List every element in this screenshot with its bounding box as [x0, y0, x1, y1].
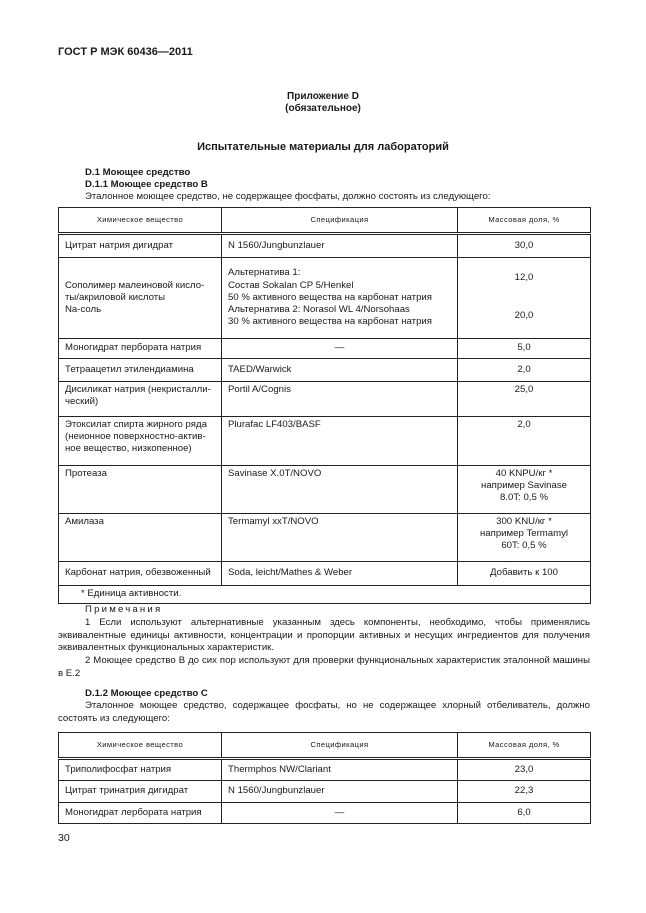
- document-id: ГОСТ Р МЭК 60436—2011: [58, 46, 193, 58]
- cell-substance: Цитрат натрия дигидрат: [59, 234, 222, 258]
- note-2: 2 Моющее средство B до сих пор используют для проверки функциональных характеристик эталонной машины в E.2: [58, 655, 590, 679]
- cell-spec: Portil A/Cognis: [222, 382, 458, 417]
- cell-substance: Цитрат тринатрия дигидрат: [59, 781, 222, 803]
- table-row: [59, 562, 591, 586]
- cell-mass: 2,0: [458, 417, 591, 466]
- cell-spec: N 1560/Jungbunzlauer: [222, 234, 458, 258]
- cell-mass: Добавить к 100: [458, 562, 591, 586]
- column-header: Химическое вещество: [59, 733, 222, 759]
- table-detergent-b: [58, 207, 591, 604]
- cell-spec: Plurafac LF403/BASF: [222, 417, 458, 466]
- cell-substance: Дисиликат натрия (некристалли- ческий): [59, 382, 222, 417]
- cell-substance: Тетраацетил этилендиамина: [59, 359, 222, 382]
- heading-d1: D.1 Моющее средство: [85, 167, 191, 178]
- appendix-subtitle: (обязательное): [285, 103, 361, 114]
- cell-substance: Этоксилат спирта жирного ряда (неионное поверхностно-актив- ное вещество, низкопенное): [59, 417, 222, 466]
- cell-spec: Termamyl xxT/NOVO: [222, 514, 458, 562]
- cell-spec: Soda, leicht/Mathes & Weber: [222, 562, 458, 586]
- appendix-title: Приложение D: [287, 91, 359, 102]
- mass-alt-1: 12,0: [514, 272, 534, 283]
- cell-spec: Альтернатива 1: Состав Sokalan CP 5/Henkel 50 % активного вещества на карбонат натрия Альтернатива 2: Norasol WL 4/Norsohaas 30 % активного вещества на карбонат натрия: [222, 258, 458, 339]
- table-row: [59, 466, 591, 514]
- table-footnote-row: [59, 586, 591, 604]
- table-row: [59, 258, 591, 339]
- intro-d11: Эталонное моющее средство, не содержащее фосфаты, должно состоять из следующего:: [85, 191, 491, 202]
- table-row: [59, 234, 591, 258]
- cell-substance: Моногидрат пербората натрия: [59, 339, 222, 359]
- mass-alt-2: 20,0: [514, 310, 534, 322]
- notes-title: Примечания: [85, 604, 163, 615]
- cell-mass: 25,0: [458, 382, 591, 417]
- cell-spec: N 1560/Jungbunzlauer: [222, 781, 458, 803]
- table-row: [59, 759, 591, 781]
- cell-mass: 2,0: [458, 359, 591, 382]
- column-header: Массовая доля, %: [458, 733, 591, 759]
- cell-spec: Thermphos NW/Clariant: [222, 759, 458, 781]
- cell-spec: TAED/Warwick: [222, 359, 458, 382]
- table-row: [59, 359, 591, 382]
- cell-substance: Моногидрат лербората натрия: [59, 803, 222, 824]
- cell-mass: 6,0: [458, 803, 591, 824]
- column-header: Массовая доля, %: [458, 208, 591, 234]
- cell-mass: 300 KNU/кг * например Termamyl 60T: 0,5 %: [458, 514, 591, 562]
- column-header: Химическое вещество: [59, 208, 222, 234]
- section-title: Испытательные материалы для лабораторий: [197, 141, 449, 153]
- cell-spec: —: [222, 339, 458, 359]
- table-header: [59, 208, 591, 234]
- cell-mass: 22,3: [458, 781, 591, 803]
- column-header: Спецификация: [222, 208, 458, 234]
- cell-mass: 5,0: [458, 339, 591, 359]
- heading-d12: D.1.2 Моющее средство C: [85, 688, 208, 699]
- cell-substance: Триполифосфат натрия: [59, 759, 222, 781]
- table-row: [59, 514, 591, 562]
- note-1: 1 Если используют альтернативные указанным здесь компоненты, необходимо, чтобы применялись эквивалентные единицы активности, концентрации и пропорции активных и несущих ингредиентов для получения эквивалентных функциональных характеристик.: [58, 617, 590, 654]
- cell-spec: Savinase X.0T/NOVO: [222, 466, 458, 514]
- heading-d11: D.1.1 Моющее средство B: [85, 179, 208, 190]
- intro-d12: Эталонное моющее средство, содержащее фосфаты, но не содержащее хлорный отбеливатель, должно состоять из следующего:: [58, 700, 590, 724]
- table-row: [59, 417, 591, 466]
- cell-mass: 23,0: [458, 759, 591, 781]
- cell-substance: Карбонат натрия, обезвоженный: [59, 562, 222, 586]
- cell-mass: 40 KNPU/кг * например Savinase 8.0T: 0,5 %: [458, 466, 591, 514]
- table-header: [59, 733, 591, 759]
- table-footnote: * Единица активности.: [59, 586, 591, 604]
- table-row: [59, 781, 591, 803]
- table-row: [59, 339, 591, 359]
- table-row: [59, 382, 591, 417]
- column-header: Спецификация: [222, 733, 458, 759]
- cell-mass: [458, 258, 591, 339]
- cell-substance: Амилаза: [59, 514, 222, 562]
- table-detergent-c: [58, 732, 591, 824]
- cell-spec: —: [222, 803, 458, 824]
- cell-substance: Протеаза: [59, 466, 222, 514]
- cell-mass: 30,0: [458, 234, 591, 258]
- cell-substance: Сополимер малеиновой кисло- ты/акриловой кислоты Na-соль: [59, 258, 222, 339]
- table-row: [59, 803, 591, 824]
- page-number: 30: [58, 832, 70, 844]
